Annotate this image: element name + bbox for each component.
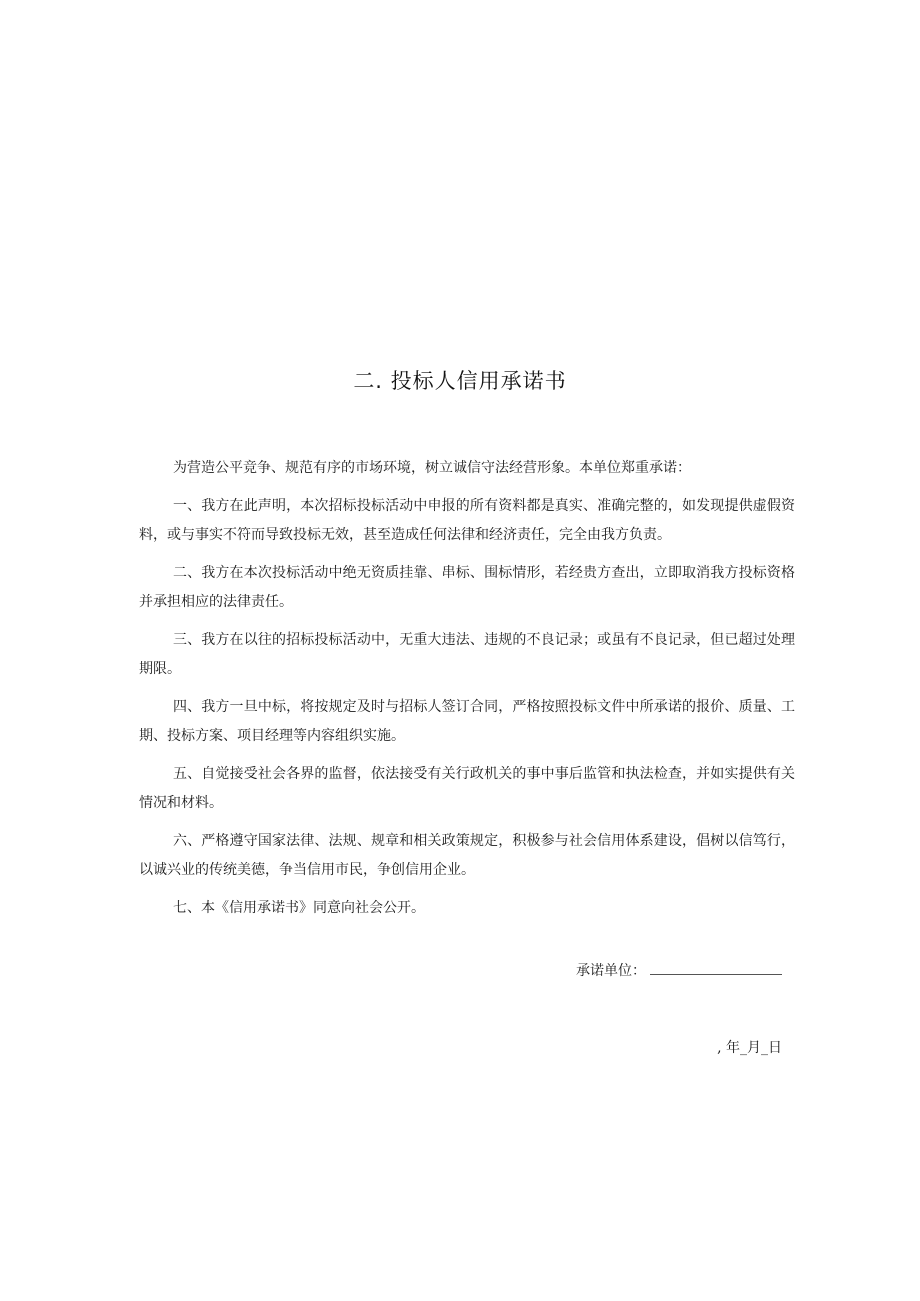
commitment-item-4: 四、我方一旦中标，将按规定及时与招标人签订合同，严格按照投标文件中所承诺的报价、质量、工期、投标方案、项目经理等内容组织实施。: [139, 699, 795, 744]
date-line: , 年_月_日: [717, 1040, 782, 1056]
document-title: 二. 投标人信用承诺书: [353, 369, 567, 393]
commitment-item-2: 二、我方在本次投标活动中绝无资质挂靠、串标、围标情形，若经贵方查出，立即取消我方投标资格并承担相应的法律责任。: [139, 565, 795, 610]
commitment-item-1: 一、我方在此声明，本次招标投标活动中申报的所有资料都是真实、准确完整的，如发现提供虚假资料，或与事实不符而导致投标无效，甚至造成任何法律和经济责任，完全由我方负责。: [139, 498, 795, 543]
signature-block: [560, 960, 782, 982]
signature-label: 承诺单位：: [576, 963, 646, 979]
commitment-item-3: 三、我方在以往的招标投标活动中，无重大违法、违规的不良记录；或虽有不良记录，但已超过处理期限。: [139, 632, 795, 677]
commitment-item-7: 七、本《信用承诺书》同意向社会公开。: [173, 900, 425, 916]
signature-blank-line: [650, 960, 782, 975]
commitment-item-6: 六、严格遵守国家法律、法规、规章和相关政策规定，积极参与社会信用体系建设，倡树以信笃行，以诚兴业的传统美德，争当信用市民，争创信用企业。: [139, 833, 795, 878]
commitment-item-5: 五、自觉接受社会各界的监督，依法接受有关行政机关的事中事后监管和执法检查，并如实提供有关情况和材料。: [139, 766, 795, 811]
document-body: [139, 454, 795, 932]
intro-paragraph: 为营造公平竞争、规范有序的市场环境，树立诚信守法经营形象。本单位郑重承诺：: [173, 460, 691, 476]
